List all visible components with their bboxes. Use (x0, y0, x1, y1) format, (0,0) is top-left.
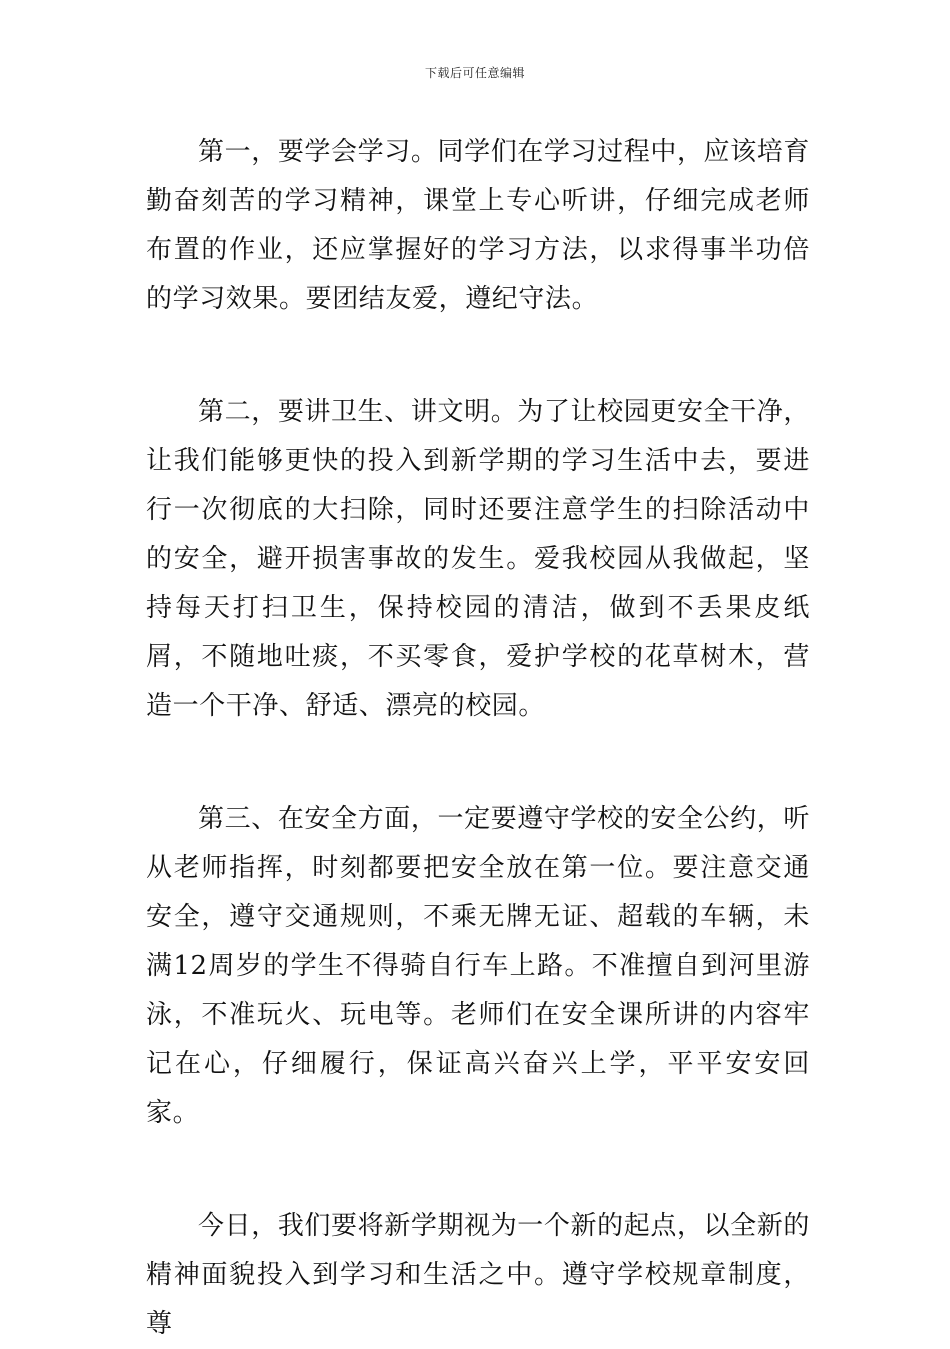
header-note: 下载后可任意编辑 (424, 66, 525, 80)
paragraph-2: 第二，要讲卫生、讲文明。为了让校园更安全干净，让我们能够更快的投入到新学期的学习生活中去，要进行一次彻底的大扫除，同时还要注意学生的扫除活动中的安全，避开损害事故的发生。爱我校园从我做起，坚持每天打扫卫生，保持校园的清洁，做到不丢果皮纸屑，不随地吐痰，不买零食，爱护学校的花草树木，营造一个干净、舒适、漂亮的校园。 (146, 397, 810, 721)
paragraph-1: 第一，要学会学习。同学们在学习过程中，应该培育勤奋刻苦的学习精神，课堂上专心听讲，仔细完成老师布置的作业，还应掌握好的学习方法，以求得事半功倍的学习效果。要团结友爱，遵纪守法。 (146, 137, 810, 314)
paragraph-3: 第三、在安全方面，一定要遵守学校的安全公约，听从老师指挥，时刻都要把安全放在第一位。要注意交通安全，遵守交通规则，不乘无牌无证、超载的车辆，未满12周岁的学生不得骑自行车上路。不准擅自到河里游泳，不准玩火、玩电等。老师们在安全课所讲的内容牢记在心，仔细履行，保证高兴奋兴上学，平平安安回家。 (146, 804, 810, 1128)
document-body (146, 128, 810, 1349)
paragraph-4: 今日，我们要将新学期视为一个新的起点，以全新的精神面貌投入到学习和生活之中。遵守学校规章制度，尊 (146, 1211, 810, 1339)
